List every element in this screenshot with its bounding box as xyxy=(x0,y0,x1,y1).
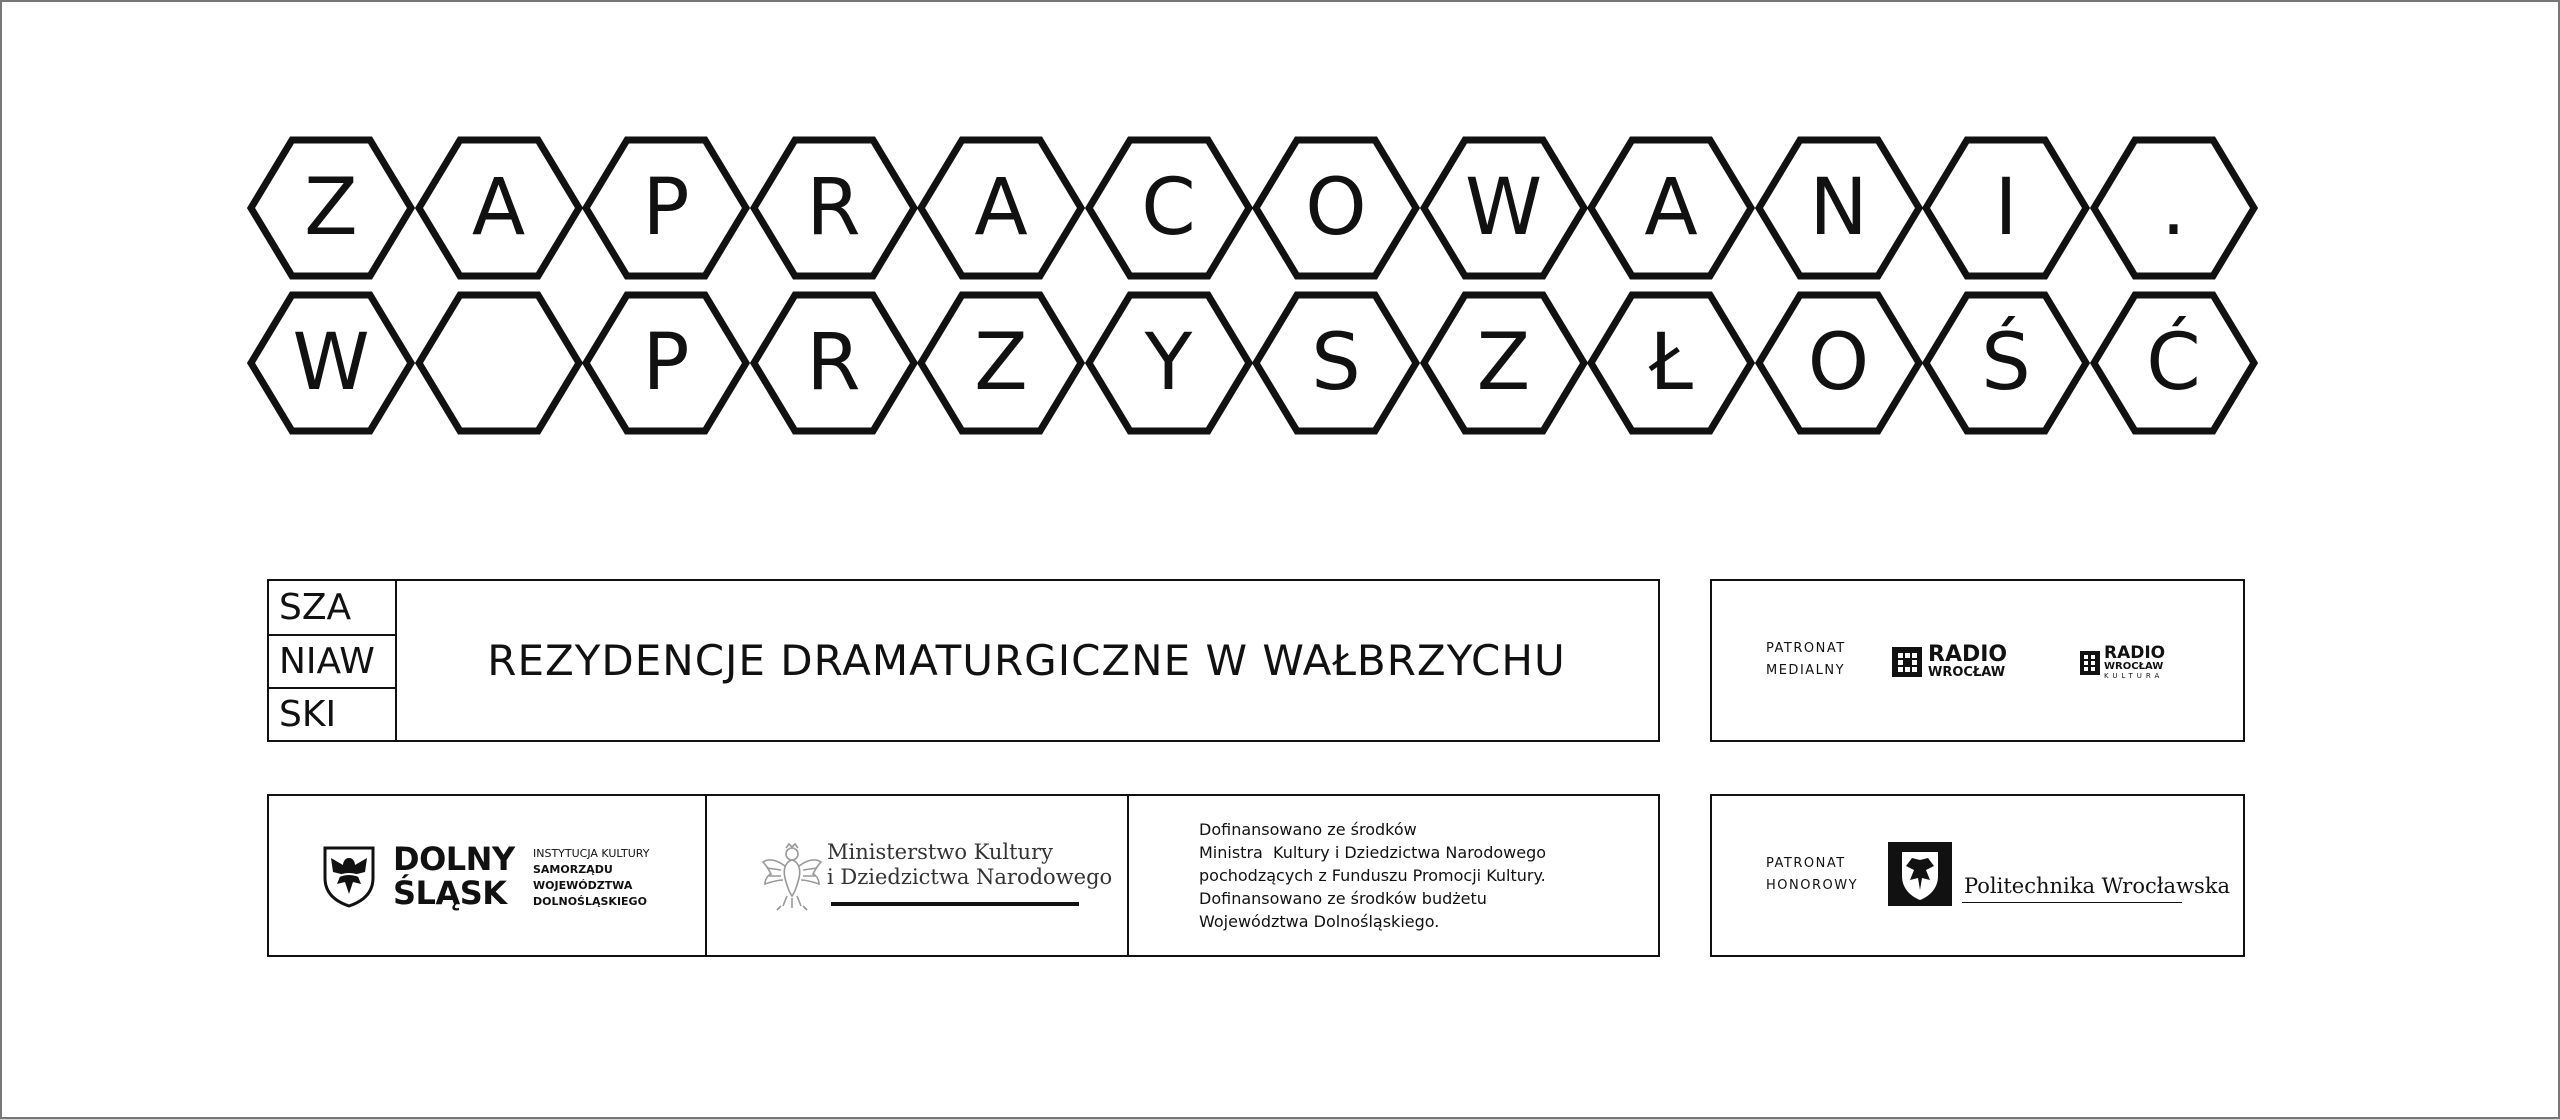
hexagon-tile xyxy=(1253,137,1419,279)
dolny-slask-institution xyxy=(533,846,649,910)
hexagon-tile xyxy=(416,137,582,279)
radio-kultura-line2: WROCŁAW xyxy=(2104,661,2164,672)
hexagon-letter: A xyxy=(471,163,526,253)
hexagon-headline xyxy=(0,0,2560,460)
hexagon-tile xyxy=(1421,137,1587,279)
patronage-label-line: HONOROWY xyxy=(1766,878,1859,893)
hexagon-letter: S xyxy=(1311,318,1361,408)
funding-line: Dofinansowano ze środków budżetu xyxy=(1199,889,1487,908)
szaniawski-logo-line: NIAW xyxy=(269,634,395,687)
sponsors-panel xyxy=(267,794,1660,957)
hexagon-letter: R xyxy=(806,318,861,408)
hexagon-letter: R xyxy=(806,163,861,253)
funding-line: Ministra Kultury i Dziedzictwa Narodowego xyxy=(1199,843,1547,862)
radio-wroclaw-logo xyxy=(1892,644,2007,679)
hexagon-tile xyxy=(1421,292,1587,434)
institution-line: SAMORZĄDU xyxy=(533,863,613,876)
hexagon-tile xyxy=(1253,292,1419,434)
sponsors-divider xyxy=(705,796,707,955)
media-patronage-label xyxy=(1766,638,1876,682)
hexagon-letter: N xyxy=(1809,163,1868,253)
hexagon-letter: O xyxy=(1305,163,1367,253)
patronage-label-line: PATRONAT xyxy=(1766,641,1846,656)
hexagon-tile xyxy=(751,137,917,279)
hexagon-tile xyxy=(1588,137,1754,279)
hexagon-letter: A xyxy=(1644,163,1698,253)
honorary-patronage-panel xyxy=(1710,794,2245,957)
radio-wroclaw-kultura-logo xyxy=(2080,645,2165,680)
dolny-slask-wordmark xyxy=(393,842,515,910)
dolny-slask-eagle-icon xyxy=(321,844,377,908)
patronage-label-line: PATRONAT xyxy=(1766,856,1846,871)
radio-wroclaw-line1: RADIO xyxy=(1928,642,2008,667)
ministry-line: Ministerstwo Kultury xyxy=(827,840,1053,864)
hexagon-letter: A xyxy=(974,163,1028,253)
institution-line: WOJEWÓDZTWA xyxy=(533,879,633,892)
hexagon-letter: I xyxy=(1994,163,2018,253)
hexagon-letter: P xyxy=(642,318,690,408)
dolny-slask-line: ŚLĄSK xyxy=(393,874,507,912)
hexagon-letter: W xyxy=(292,318,370,408)
hexagon-tile xyxy=(2091,137,2257,279)
hexagon-tile xyxy=(1086,292,1252,434)
hexagon-letter: Z xyxy=(974,318,1028,408)
funding-note xyxy=(1199,818,1639,933)
ministry-name xyxy=(827,840,1112,890)
institution-line: DOLNOŚLĄSKIEGO xyxy=(533,895,647,908)
hexagon-letter: P xyxy=(642,163,690,253)
radio-wroclaw-line2: WROCŁAW xyxy=(1928,665,2006,680)
politechnika-emblem-icon xyxy=(1888,842,1952,906)
hexagon-tile xyxy=(2091,292,2257,434)
ministry-eagle-icon xyxy=(759,840,825,912)
hexagon-tile xyxy=(583,292,749,434)
hexagon-letter: Y xyxy=(1144,318,1193,408)
patronage-label-line: MEDIALNY xyxy=(1766,663,1846,678)
hexagon-tile xyxy=(416,292,582,434)
funding-line: Województwa Dolnośląskiego. xyxy=(1199,912,1440,931)
hexagon-letter: Ć xyxy=(2146,318,2201,408)
radio-wroclaw-icon xyxy=(1892,647,1922,677)
funding-line: pochodzących z Funduszu Promocji Kultury. xyxy=(1199,866,1546,885)
hexagon-letter xyxy=(416,292,582,434)
hexagon-tile xyxy=(918,292,1084,434)
hexagon-tile xyxy=(751,292,917,434)
hexagon-tile xyxy=(248,137,414,279)
residency-title: REZYDENCJE DRAMATURGICZNE W WAŁBRZYCHU xyxy=(487,636,1566,685)
hexagon-tile xyxy=(248,292,414,434)
hexagon-tile xyxy=(1086,137,1252,279)
hexagon-tile xyxy=(583,137,749,279)
ministry-underline xyxy=(831,902,1079,906)
ministry-line: i Dziedzictwa Narodowego xyxy=(827,865,1113,889)
szaniawski-logo-line: SKI xyxy=(269,687,395,740)
hexagon-letter: Z xyxy=(1476,318,1531,408)
radio-kultura-line3: KULTURA xyxy=(2104,672,2164,680)
hexagon-tile xyxy=(1756,292,1922,434)
politechnika-underline xyxy=(1962,902,2182,903)
hexagon-tile xyxy=(1923,292,2089,434)
honorary-patronage-label xyxy=(1766,853,1876,897)
hexagon-letter: . xyxy=(2161,163,2186,253)
sponsors-divider xyxy=(1127,796,1129,955)
szaniawski-logo xyxy=(269,581,397,740)
hexagon-letter: C xyxy=(1141,163,1196,253)
hexagon-tile xyxy=(1923,137,2089,279)
radio-kultura-icon xyxy=(2080,651,2100,675)
media-patronage-panel xyxy=(1710,579,2245,742)
hexagon-tile xyxy=(1756,137,1922,279)
radio-kultura-line1: RADIO xyxy=(2104,643,2166,663)
hexagon-letter: O xyxy=(1807,318,1870,408)
hexagon-letter: W xyxy=(1464,163,1543,253)
szaniawski-logo-line: SZA xyxy=(279,587,352,628)
szaniawski-panel xyxy=(267,579,1660,742)
hexagon-letter: Ś xyxy=(1981,318,2031,408)
institution-line: INSTYTUCJA KULTURY xyxy=(533,847,650,860)
hexagon-letter: Ł xyxy=(1649,318,1693,408)
dolny-slask-line: DOLNY xyxy=(393,840,515,878)
hexagon-tile xyxy=(1588,292,1754,434)
politechnika-name: Politechnika Wrocławska xyxy=(1964,874,2231,898)
hexagon-letter: Z xyxy=(304,163,358,253)
funding-line: Dofinansowano ze środków xyxy=(1199,820,1417,839)
hexagon-tile xyxy=(918,137,1084,279)
